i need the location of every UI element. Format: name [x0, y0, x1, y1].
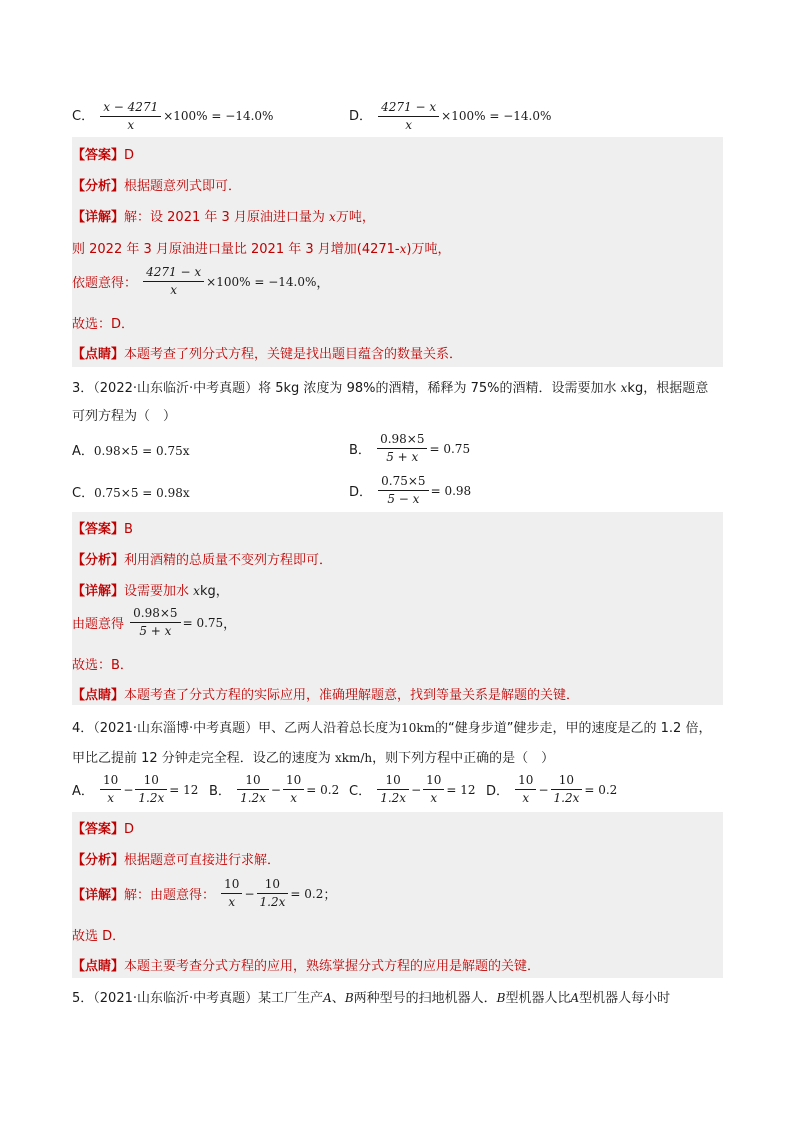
comment-line: 【点睛】本题考查了分式方程的实际应用，准确理解题意，找到等量关系是解题的关键．: [72, 688, 580, 703]
fraction: $\frac{0.75\times 5}{5 - x}$: [378, 474, 428, 507]
comment-line: 【点睛】本题主要考查分式方程的应用，熟练掌握分式方程的应用是解题的关键．: [72, 959, 541, 974]
choice-line: 故选 D．: [72, 929, 126, 944]
question-5-stem: 5．（2021·山东临沂·中考真题）某工厂生产A、B两种型号的扫地机器人．B型机器人比A型机器人每小时: [72, 991, 671, 1006]
question-4-stem-2: 甲比乙提前 12 分钟走完全程．设乙的速度为 xkm/h，则下列方程中正确的是（ ）: [72, 751, 555, 766]
option-b: B． $\frac{10}{1.2x}$ − $\frac{10}{x}$ = 0.2: [209, 773, 340, 805]
detail-line-2: 则 2022 年 3 月原油进口量比 2021 年 3 月增加(4271-x)万吨，: [72, 242, 451, 257]
question-3-stem: 3．（2022·山东临沂·中考真题）将 5kg 浓度为 98%的酒精，稀释为 75%的酒精．设需要加水 xkg，根据题意: [72, 381, 709, 396]
option-d: D． $\frac{10}{x}$ − $\frac{10}{1.2x}$ = 0.2: [486, 773, 618, 805]
question-3-stem-2: 可列方程为（ ）: [72, 409, 177, 424]
analysis-line: 【分析】根据题意列式即可．: [72, 179, 242, 194]
option-d: D． $\frac{4271 - x}{x}$ ×100% = −14.0%: [349, 100, 552, 132]
answer-line: 【答案】B: [72, 522, 133, 537]
option-b: B． $\frac{0.98\times 5}{5 + x}$ = 0.75: [349, 432, 471, 464]
fraction: $\frac{0.98\times 5}{5 + x}$: [130, 606, 180, 639]
analysis-line: 【分析】根据题意可直接进行求解．: [72, 853, 281, 868]
option-c: C． $\frac{x - 4271}{x}$ ×100% = −14.0%: [72, 100, 274, 132]
fraction: $\frac{4271 - x}{x}$: [378, 100, 439, 133]
detail-equation: 由题意得 $\frac{0.98\times 5}{5 + x}$ = 0.75，: [72, 606, 237, 638]
detail-equation: 依题意得： $\frac{4271 - x}{x}$ ×100% = −14.0%，: [72, 265, 330, 297]
choice-line: 故选：B．: [72, 658, 133, 673]
question-4-stem: 4．（2021·山东淄博·中考真题）甲、乙两人沿着总长度为10km的“健身步道”健步走，甲的速度是乙的 1.2 倍，: [72, 721, 712, 736]
option-d: D． $\frac{0.75\times 5}{5 - x}$ = 0.98: [349, 474, 472, 506]
comment-line: 【点睛】本题考查了列分式方程，关键是找出题目蕴含的数量关系．: [72, 347, 463, 362]
detail-line: 【详解】解：设 2021 年 3 月原油进口量为 x万吨，: [72, 210, 375, 225]
choice-line: 故选：D．: [72, 317, 135, 332]
detail-equation: 【详解】解：由题意得： $\frac{10}{x}$ − $\frac{10}{1.2x}$ = 0.2；: [72, 877, 337, 909]
fraction: $\frac{0.98\times 5}{5 + x}$: [377, 432, 427, 465]
answer-line: 【答案】D: [72, 148, 135, 163]
option-a: A．0.98×5 = 0.75x: [72, 444, 190, 459]
option-c: C． $\frac{10}{1.2x}$ − $\frac{10}{x}$ = 12: [349, 773, 476, 805]
answer-line: 【答案】D: [72, 822, 135, 837]
fraction: $\frac{4271 - x}{x}$: [143, 265, 204, 298]
analysis-line: 【分析】利用酒精的总质量不变列方程即可．: [72, 553, 333, 568]
fraction: $\frac{x - 4271}{x}$: [100, 100, 161, 133]
option-a: A． $\frac{10}{x}$ − $\frac{10}{1.2x}$ = 12: [72, 773, 199, 805]
option-c: C．0.75×5 = 0.98x: [72, 486, 190, 501]
detail-line: 【详解】设需要加水 xkg，: [72, 584, 229, 599]
